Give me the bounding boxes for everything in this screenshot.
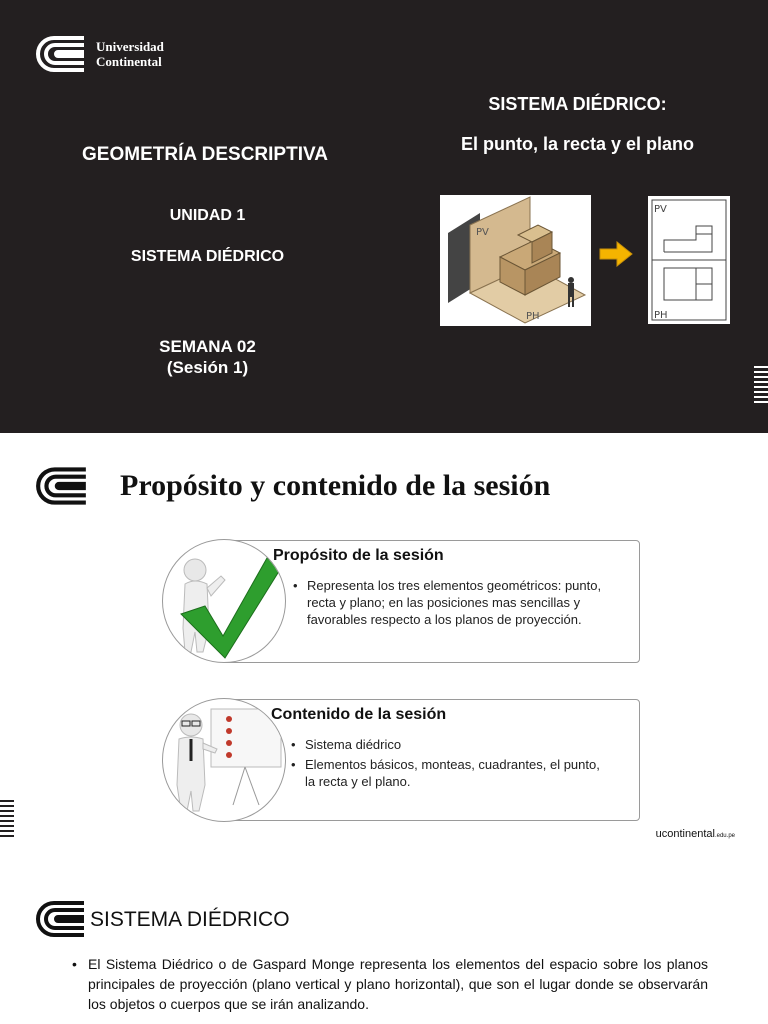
domain-suffix: .edu.pe <box>714 833 735 839</box>
topic-subtitle: El punto, la recta y el plano <box>460 134 695 154</box>
domain-main: ucontinental <box>655 828 715 840</box>
view-ph-label: PH <box>654 310 668 321</box>
person-checkmark-icon <box>163 540 286 663</box>
figure-ph-label: PH <box>526 311 540 322</box>
content-bullet: • Elementos básicos, monteas, cuadrantes, el punto, la recta y el plano. <box>289 756 609 790</box>
view-pv-label: PV <box>654 204 667 215</box>
title-slide <box>0 0 768 433</box>
checkmark-illustration <box>162 539 286 663</box>
unit-label: UNIDAD 1 <box>169 207 246 224</box>
topic-title: SISTEMA DIÉDRICO: <box>488 94 667 114</box>
figure-pv-label: PV <box>476 227 489 238</box>
system-slide <box>0 858 768 1024</box>
week-label: SEMANA 02 <box>159 337 256 356</box>
unit-topic: SISTEMA DIÉDRICO <box>130 248 285 265</box>
body-paragraph <box>72 954 708 1014</box>
orthographic-views-icon <box>648 196 730 324</box>
continental-logo-icon <box>34 898 88 940</box>
slide-stripes <box>754 366 768 406</box>
continental-logo-icon <box>34 465 90 507</box>
session-label: (Sesión 1) <box>166 358 249 377</box>
content-heading: Contenido de la sesión <box>271 706 447 723</box>
website-footer <box>656 828 735 840</box>
purpose-heading: Propósito de la sesión <box>273 547 444 564</box>
logo-line2: Continental <box>96 54 162 69</box>
slide-title: Propósito y contenido de la sesión <box>120 469 551 502</box>
isometric-solid-icon <box>440 195 591 326</box>
presenter-illustration <box>162 698 286 822</box>
body-text: El Sistema Diédrico o de Gaspard Monge representa los elementos del espacio sobre los planos principales de proyección (plano vertical y plano horizontal), que son el lugar donde se observarán los objetos o cuerpos que se irán analizando. <box>88 956 708 1012</box>
continental-logo-icon <box>34 34 88 74</box>
presenter-board-icon <box>163 699 286 822</box>
purpose-bullet: • Representa los tres elementos geométricos: punto, recta y plano; en las posiciones mas sencillas y favorables respecto a los planos de proyección. <box>291 577 611 628</box>
content-bullet: • Sistema diédrico <box>289 736 609 753</box>
projection-figure <box>648 196 730 324</box>
university-logo <box>34 34 164 74</box>
bullet-marker: • <box>72 956 77 972</box>
logo-line1: Universidad <box>96 39 164 54</box>
isometric-figure <box>440 195 591 326</box>
course-title: GEOMETRÍA DESCRIPTIVA <box>82 144 328 165</box>
arrow-right-icon <box>599 241 633 267</box>
slide-title: SISTEMA DIÉDRICO <box>90 908 290 931</box>
slide-stripes <box>0 800 14 840</box>
purpose-slide <box>0 433 768 858</box>
